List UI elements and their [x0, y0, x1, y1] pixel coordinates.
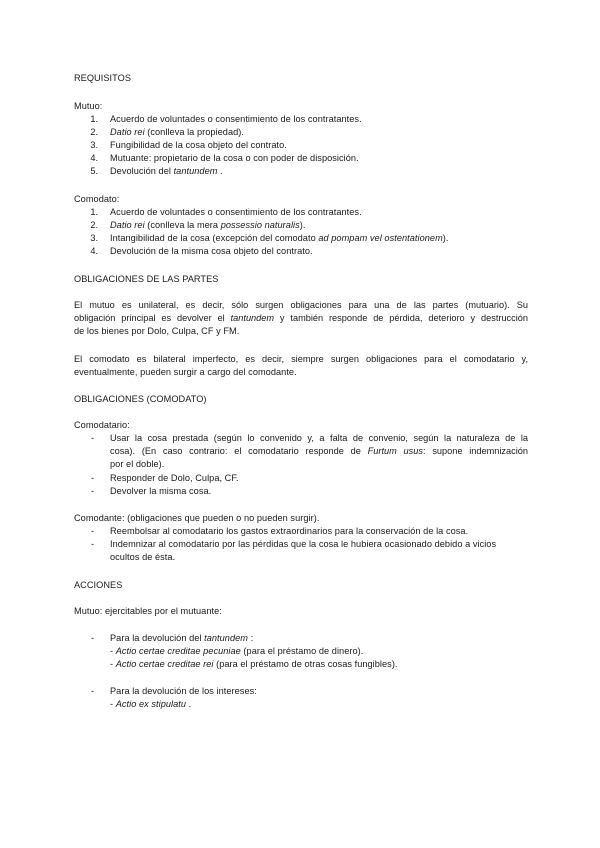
sub-item: - Actio certae creditae pecuniae (para el préstamo de dinero).: [110, 646, 364, 656]
list-number: 1.: [90, 114, 98, 124]
list-number: 4.: [90, 246, 98, 256]
list-item-line: por el doble).: [110, 459, 165, 469]
list-number: 4.: [90, 153, 98, 163]
sub-item: - Actio ex stipulatu .: [110, 699, 192, 709]
bullet-dash: -: [91, 473, 95, 483]
bullet-dash: -: [91, 686, 95, 696]
section-title-requisitos: REQUISITOS: [74, 73, 131, 83]
list-item: Para la devolución de los intereses:: [110, 686, 257, 696]
section-title-acciones: ACCIONES: [74, 580, 123, 590]
list-item: Acuerdo de voluntades o consentimiento de los contratantes.: [110, 207, 362, 217]
list-item: Datio rei (conlleva la propiedad).: [110, 127, 244, 137]
list-item: Datio rei (conlleva la mera possessio naturalis).: [110, 220, 306, 230]
mutuo-label: Mutuo:: [74, 101, 103, 111]
paragraph-line: de los bienes por Dolo, Culpa, CF y FM.: [74, 326, 240, 336]
comodatario-label: Comodatario:: [74, 420, 130, 430]
list-number: 1.: [90, 207, 98, 217]
list-number: 3.: [90, 140, 98, 150]
list-item: Mutuante: propietario de la cosa o con poder de disposición.: [110, 153, 359, 163]
comodante-label: Comodante: (obligaciones que pueden o no pueden surgir).: [74, 513, 320, 523]
section-title-obligaciones-comodato: OBLIGACIONES (COMODATO): [74, 394, 207, 404]
list-item-line: Indemnizar al comodatario por las pérdidas que la cosa le hubiera ocasionado debido a vicios: [110, 539, 497, 549]
acciones-mutuo-label: Mutuo: ejercitables por el mutuante:: [74, 606, 222, 616]
list-number: 3.: [90, 233, 98, 243]
bullet-dash: -: [91, 486, 95, 496]
list-item-line: cosa). (En caso contrario: el comodatario responde de Furtum usus: supone indemnización: [110, 446, 528, 456]
list-number: 5.: [90, 166, 98, 176]
list-item: Devolución de la misma cosa objeto del contrato.: [110, 246, 313, 256]
paragraph-line: eventualmente, pueden surgir a cargo del comodante.: [74, 367, 297, 377]
section-title-obligaciones-partes: OBLIGACIONES DE LAS PARTES: [74, 274, 219, 284]
bullet-dash: -: [91, 526, 95, 536]
list-item-line: Usar la cosa prestada (según lo convenido y, a falta de convenio, según la naturaleza de la: [110, 433, 528, 443]
list-item: Devolver la misma cosa.: [110, 486, 212, 496]
paragraph-line: El mutuo es unilateral, es decir, sólo surgen obligaciones para una de las partes (mutuario). Su: [74, 300, 528, 310]
list-item: Responder de Dolo, Culpa, CF.: [110, 473, 239, 483]
list-item: Devolución del tantundem .: [110, 166, 223, 176]
list-item: Fungibilidad de la cosa objeto del contrato.: [110, 140, 287, 150]
list-item: Intangibilidad de la cosa (excepción del comodato ad pompam vel ostentationem).: [110, 233, 449, 243]
list-item: Reembolsar al comodatario los gastos extraordinarios para la conservación de la cosa.: [110, 526, 469, 536]
list-number: 2.: [90, 127, 98, 137]
bullet-dash: -: [91, 633, 95, 643]
list-item: Acuerdo de voluntades o consentimiento de los contratantes.: [110, 114, 362, 124]
list-number: 2.: [90, 220, 98, 230]
paragraph-line: El comodato es bilateral imperfecto, es decir, siempre surgen obligaciones para el comodatario y,: [74, 354, 528, 364]
list-item: Para la devolución del tantundem :: [110, 633, 254, 643]
bullet-dash: -: [91, 433, 95, 443]
comodato-label: Comodato:: [74, 194, 120, 204]
bullet-dash: -: [91, 539, 95, 549]
paragraph-line: obligación principal es devolver el tantundem y también responde de pérdida, deterioro y destrucción: [74, 313, 528, 323]
sub-item: - Actio certae creditae rei (para el préstamo de otras cosas fungibles).: [110, 659, 398, 669]
list-item-line: ocultos de ésta.: [110, 552, 176, 562]
